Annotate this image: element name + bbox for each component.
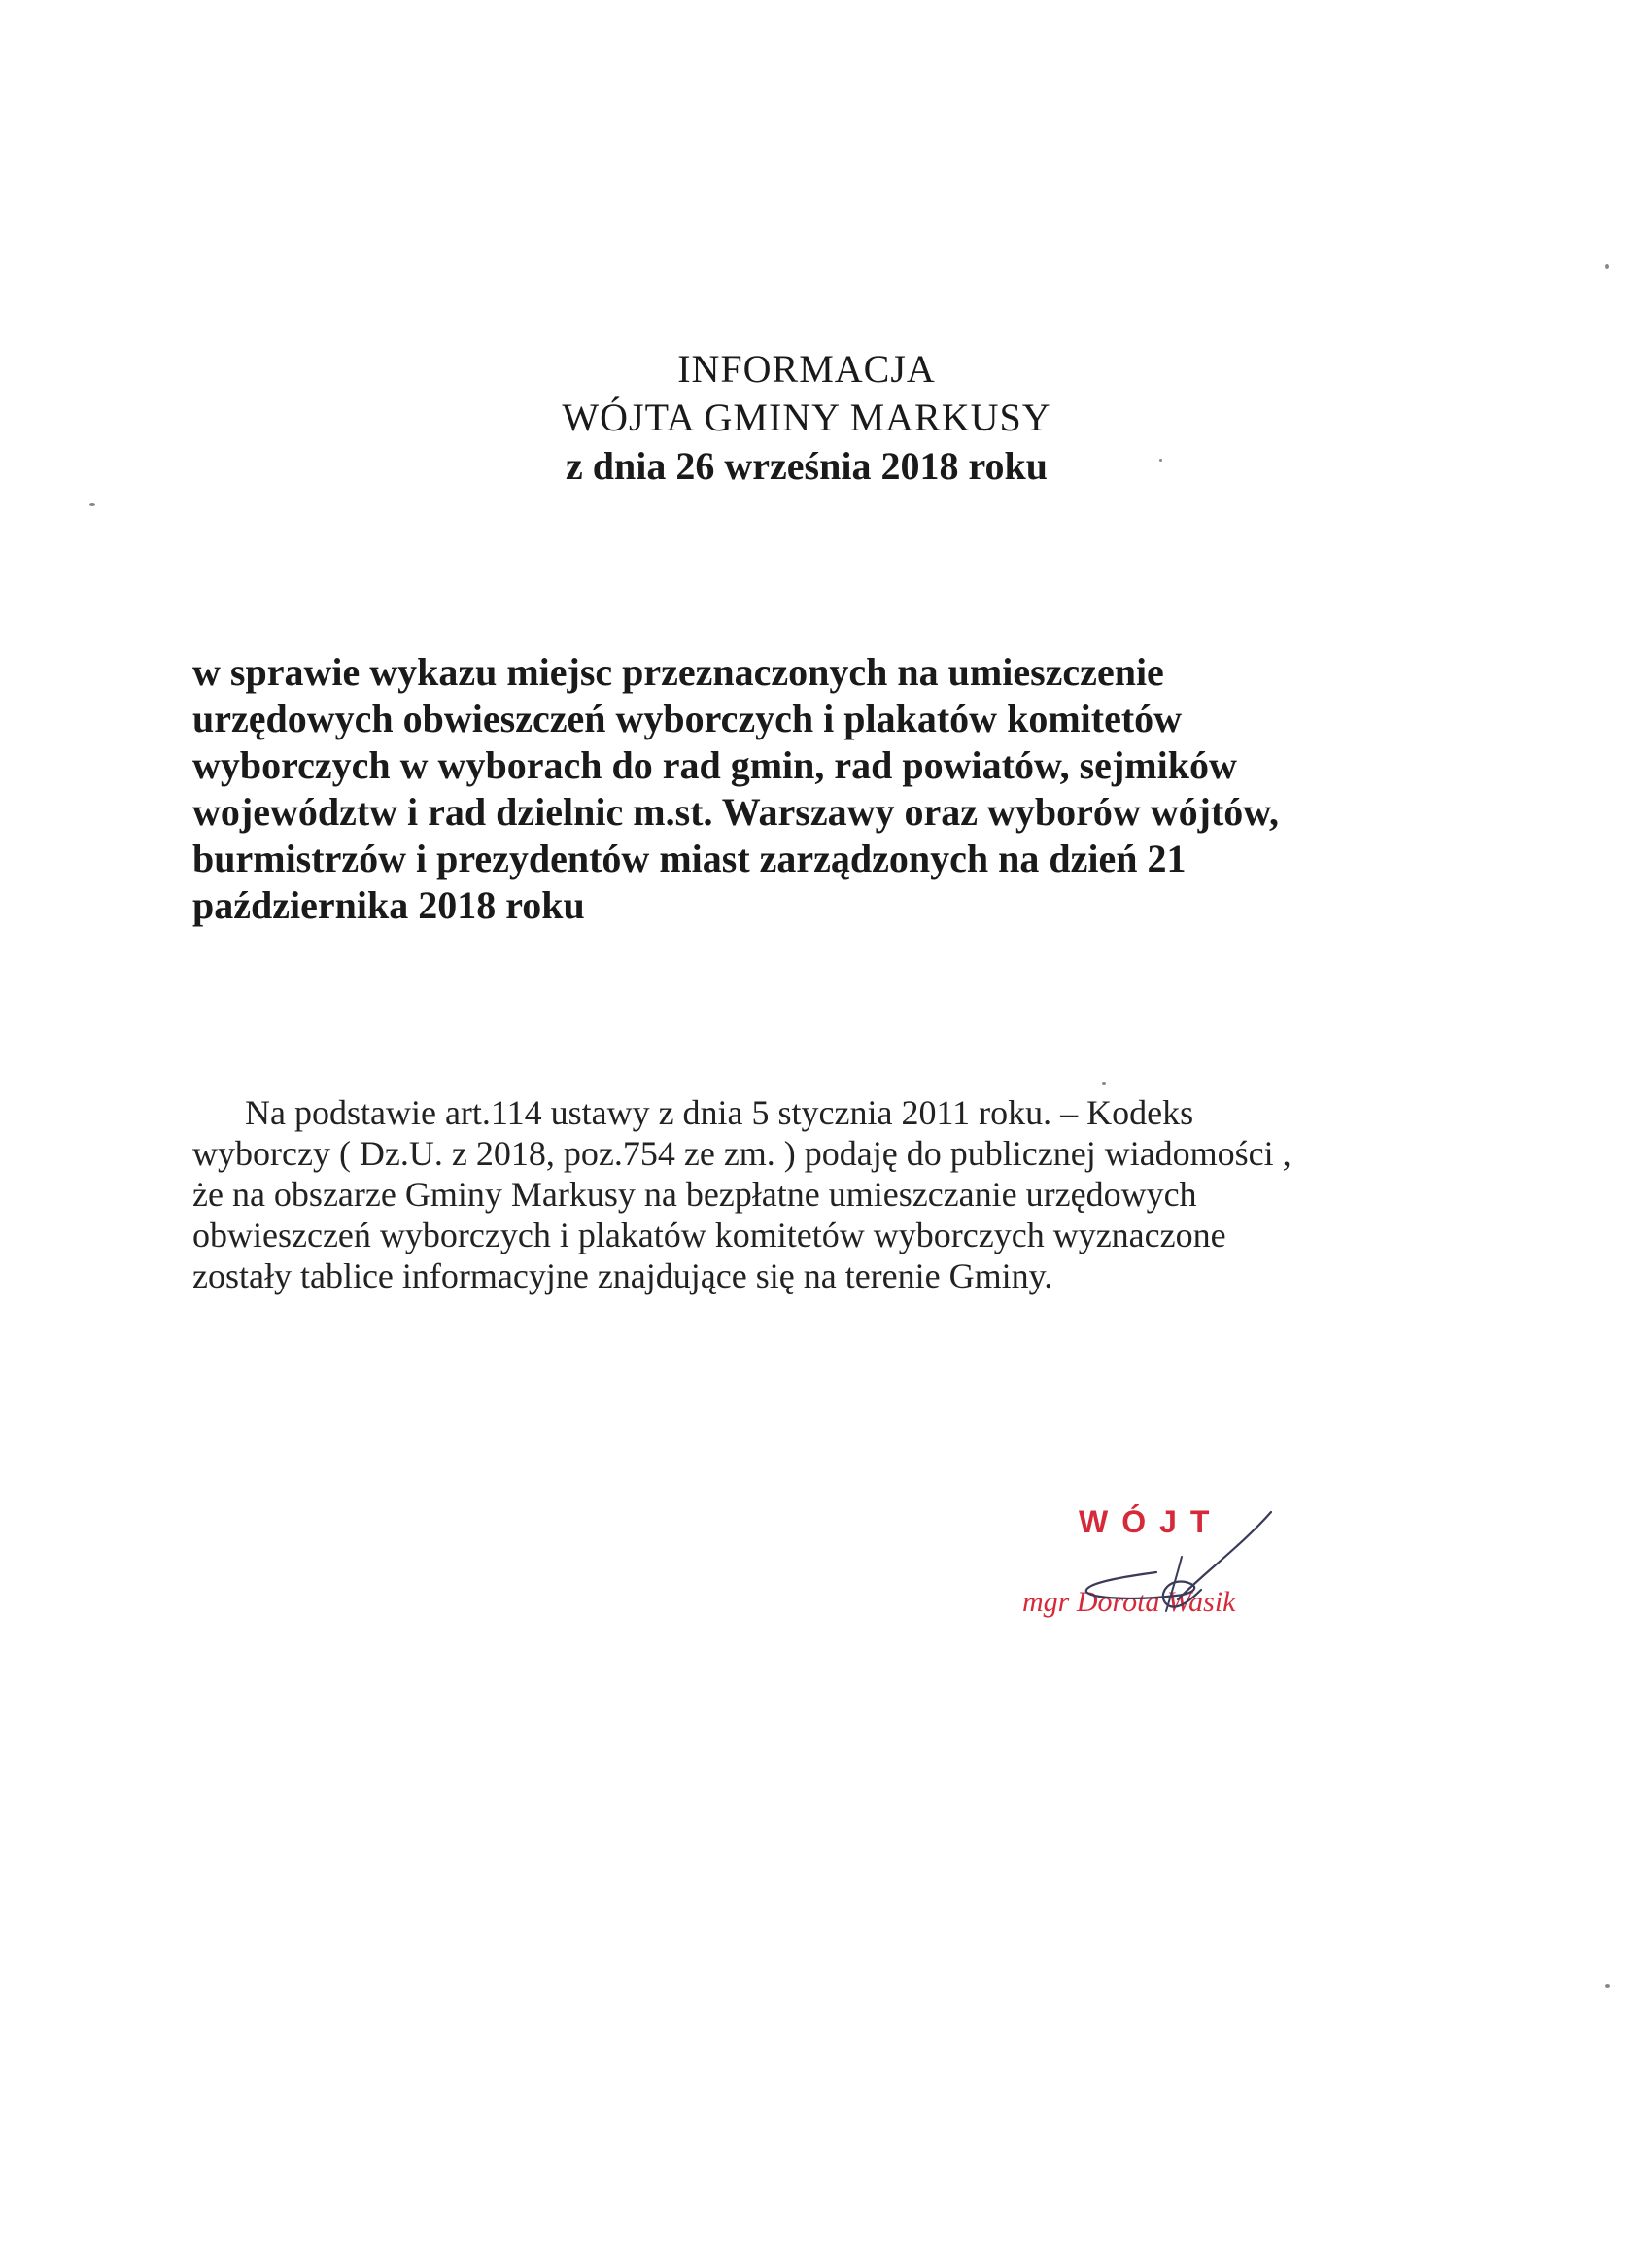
subject-line: urzędowych obwieszczeń wyborczych i plakatów komitetów	[192, 697, 1183, 740]
body-line: wyborczy ( Dz.U. z 2018, poz.754 ze zm. ) podaję do publicznej wiadomości ,	[192, 1134, 1291, 1173]
header-authority: WÓJTA GMINY MARKUSY	[562, 395, 1051, 439]
header-date: z dnia 26 września 2018 roku	[566, 444, 1048, 488]
header-title: INFORMACJA	[677, 347, 936, 391]
document-body	[192, 1092, 1456, 1296]
body-line: Na podstawie art.114 ustawy z dnia 5 stycznia 2011 roku. – Kodeks	[245, 1093, 1194, 1132]
subject-line: wyborczych w wyborach do rad gmin, rad powiatów, sejmików	[192, 743, 1237, 787]
handwritten-signature	[1011, 1504, 1302, 1640]
body-line: obwieszczeń wyborczych i plakatów komitetów wyborczych wyznaczone	[192, 1216, 1226, 1254]
stamp-title: WÓJT	[1079, 1504, 1223, 1539]
scan-speck	[89, 503, 95, 506]
body-line: że na obszarze Gminy Markusy na bezpłatne umieszczanie urzędowych	[192, 1175, 1197, 1214]
subject-line: w sprawie wykazu miejsc przeznaczonych na umieszczenie	[192, 650, 1164, 694]
scan-speck	[1159, 459, 1162, 462]
subject-line: października 2018 roku	[192, 883, 585, 927]
body-line: zostały tablice informacyjne znajdujące się na terenie Gminy.	[192, 1256, 1053, 1295]
scan-speck	[1605, 264, 1609, 269]
scan-speck	[1102, 1082, 1106, 1085]
document-header	[0, 345, 1613, 491]
subject-line: burmistrzów i prezydentów miast zarządzonych na dzień 21	[192, 837, 1187, 880]
scan-speck	[1605, 1984, 1610, 1988]
official-stamp	[1011, 1504, 1302, 1640]
subject-line: województw i rad dzielnic m.st. Warszawy oraz wyborów wójtów,	[192, 790, 1279, 834]
stamp-name: mgr Dorota Wasik	[1022, 1586, 1236, 1618]
document-subject	[192, 649, 1456, 929]
